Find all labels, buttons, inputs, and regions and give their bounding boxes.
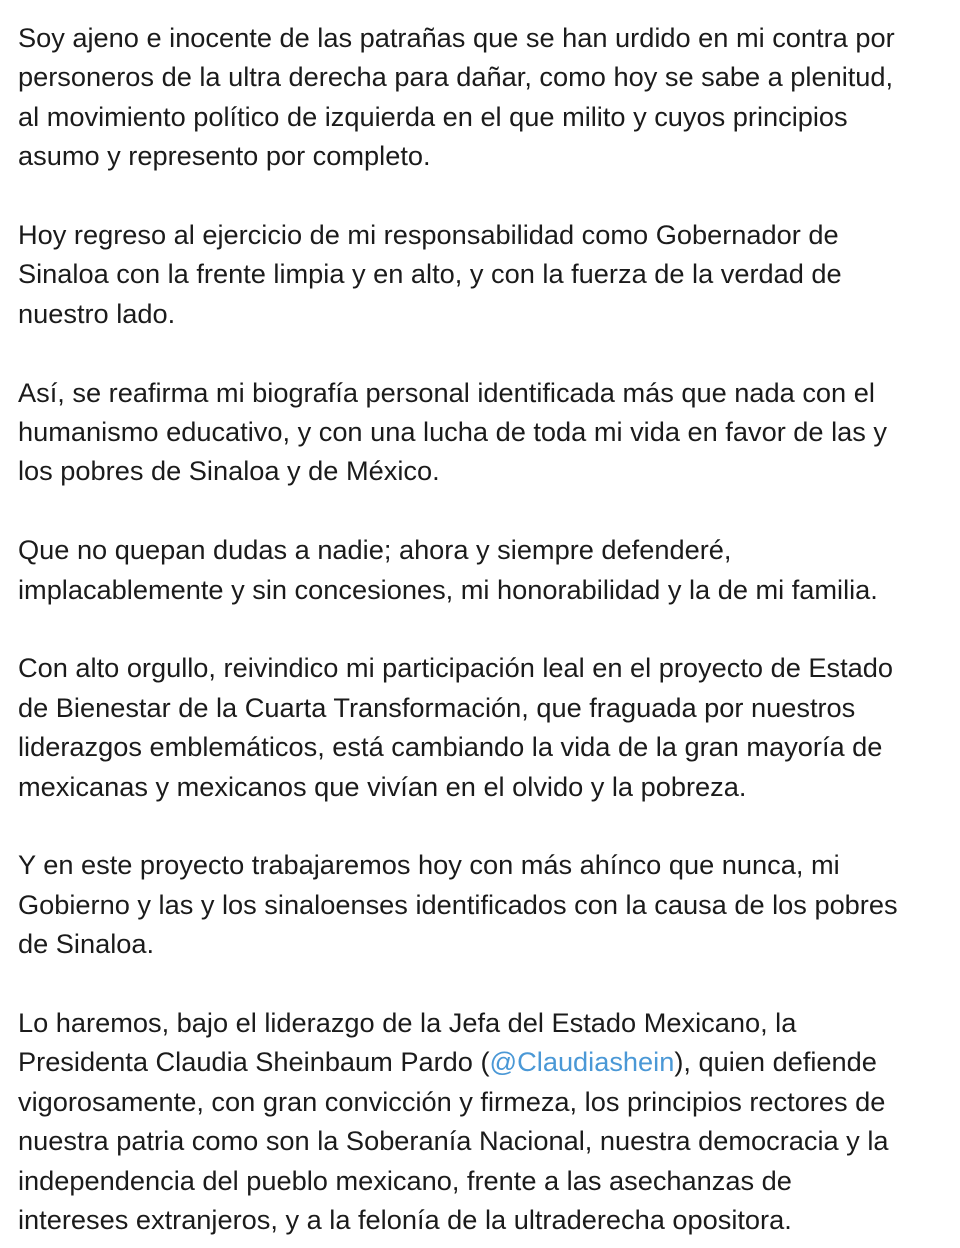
text-line: asumo y represento por completo. xyxy=(18,140,431,172)
post-text xyxy=(18,18,948,1240)
text-fragment: ), quien defiende xyxy=(674,1046,877,1078)
text-line: Que no quepan dudas a nadie; ahora y siempre defenderé, xyxy=(18,534,732,566)
text-line: independencia del pueblo mexicano, frente a las asechanzas de xyxy=(18,1164,792,1196)
text-line: intereses extranjeros, y a la felonía de la ultraderecha opositora. xyxy=(18,1204,792,1236)
paragraph-1 xyxy=(18,18,948,176)
text-line: personeros de la ultra derecha para dañar, como hoy se sabe a plenitud, xyxy=(18,61,894,93)
text-line: mexicanas y mexicanos que vivían en el olvido y la pobreza. xyxy=(18,770,747,802)
text-line: Con alto orgullo, reivindico mi participación leal en el proyecto de Estado xyxy=(18,652,894,684)
text-fragment: Presidenta Claudia Sheinbaum Pardo ( xyxy=(18,1046,490,1078)
text-line: Y en este proyecto trabajaremos hoy con más ahínco que nunca, mi xyxy=(18,849,840,881)
text-line-with-mention xyxy=(18,1042,948,1081)
paragraph-6 xyxy=(18,845,948,963)
text-line: nuestro lado. xyxy=(18,297,176,329)
paragraph-7 xyxy=(18,1003,948,1239)
paragraph-3 xyxy=(18,373,948,491)
text-line: de Bienestar de la Cuarta Transformación, que fraguada por nuestros xyxy=(18,691,856,723)
text-line: al movimiento político de izquierda en el que milito y cuyos principios xyxy=(18,100,848,132)
text-line: Sinaloa con la frente limpia y en alto, y con la fuerza de la verdad de xyxy=(18,258,842,290)
text-line: vigorosamente, con gran convicción y firmeza, los principios rectores de xyxy=(18,1085,886,1117)
text-line: de Sinaloa. xyxy=(18,928,155,960)
mention-link-claudiashein[interactable]: @Claudiashein xyxy=(489,1046,675,1078)
text-line: Hoy regreso al ejercicio de mi responsabilidad como Gobernador de xyxy=(18,219,839,251)
text-line: Lo haremos, bajo el liderazgo de la Jefa del Estado Mexicano, la xyxy=(18,1007,797,1039)
text-line: Gobierno y las y los sinaloenses identificados con la causa de los pobres xyxy=(18,888,898,920)
text-line: implacablemente y sin concesiones, mi honorabilidad y la de mi familia. xyxy=(18,573,878,605)
text-line: humanismo educativo, y con una lucha de toda mi vida en favor de las y xyxy=(18,416,887,448)
text-line: Soy ajeno e inocente de las patrañas que se han urdido en mi contra por xyxy=(18,22,895,53)
text-line: los pobres de Sinaloa y de México. xyxy=(18,455,440,487)
paragraph-2 xyxy=(18,215,948,333)
paragraph-5 xyxy=(18,648,948,806)
text-line: Así, se reafirma mi biografía personal identificada más que nada con el xyxy=(18,376,875,408)
text-line: liderazgos emblemáticos, está cambiando la vida de la gran mayoría de xyxy=(18,731,883,763)
text-line: nuestra patria como son la Soberanía Nacional, nuestra democracia y la xyxy=(18,1125,889,1157)
paragraph-4 xyxy=(18,530,948,609)
